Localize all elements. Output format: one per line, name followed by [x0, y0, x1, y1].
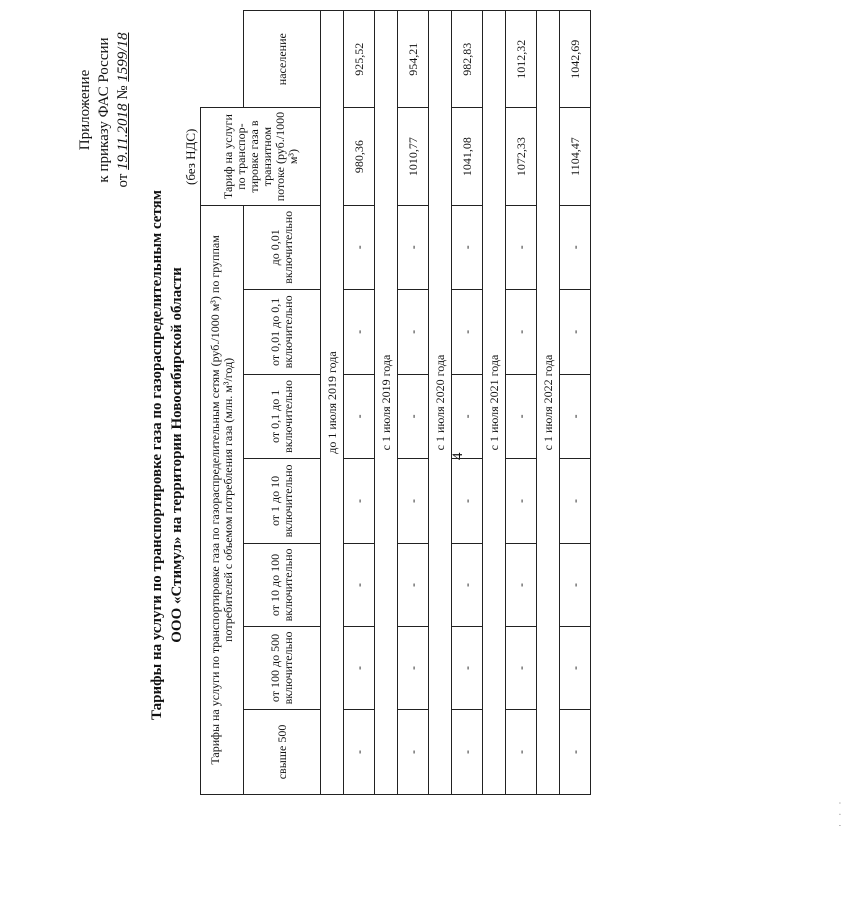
period-label: до 1 июля 2019 года	[321, 11, 344, 795]
table-cell: -	[506, 205, 537, 289]
annex-date: 19.11.2018	[115, 103, 131, 170]
period-label: с 1 июля 2019 года	[375, 11, 398, 795]
annex-line2: к приказу ФАС России	[96, 37, 112, 183]
column-header: свыше 500	[244, 709, 321, 794]
table-cell: -	[452, 205, 483, 289]
table-row	[344, 11, 375, 795]
column-header: от 0,01 до 0,1 включительно	[244, 289, 321, 374]
transit-header: Тариф на услуги по транспор-тировке газа в транзитном потоке (руб./1000 м³)	[201, 108, 321, 205]
annex-line1: Приложение	[77, 69, 93, 151]
table-cell: -	[452, 374, 483, 458]
table-cell: -	[398, 289, 429, 374]
title-line2: ООО «Стимул» на территории Новосибирской области	[169, 267, 185, 643]
column-header: от 0,1 до 1 включительно	[244, 374, 321, 458]
column-header: от 1 до 10 включительно	[244, 458, 321, 543]
table-cell: -	[506, 289, 537, 374]
table-cell: -	[506, 709, 537, 794]
table-cell: -	[452, 289, 483, 374]
table-cell: 925,52	[344, 11, 375, 108]
table-cell: 1042,69	[560, 11, 591, 108]
period-row	[375, 11, 398, 795]
table-cell: -	[344, 709, 375, 794]
annex-date-prefix: от	[115, 173, 131, 188]
table-cell: -	[560, 374, 591, 458]
table-cell: -	[398, 626, 429, 709]
table-cell: -	[398, 374, 429, 458]
table-cell: 980,36	[344, 108, 375, 205]
annex-line3	[114, 15, 133, 205]
annex-number-prefix: №	[115, 85, 131, 100]
scan-marks: · · ·	[835, 798, 845, 827]
table-cell: -	[398, 205, 429, 289]
table-cell: 1012,32	[506, 11, 537, 108]
column-header: население	[244, 11, 321, 108]
table-cell: -	[344, 543, 375, 626]
table-cell: 1072,33	[506, 108, 537, 205]
table-cell: -	[398, 458, 429, 543]
table-cell: -	[560, 458, 591, 543]
document-title	[147, 105, 187, 805]
table-cell: -	[452, 458, 483, 543]
table-row	[398, 11, 429, 795]
table-cell: -	[398, 709, 429, 794]
table-cell: -	[506, 374, 537, 458]
table-cell: -	[452, 709, 483, 794]
annex-number: 1599/18	[115, 32, 131, 82]
table-cell: -	[560, 709, 591, 794]
column-header: от 100 до 500 включительно	[244, 626, 321, 709]
period-row	[537, 11, 560, 795]
table-row	[506, 11, 537, 795]
group-header: Тарифы на услуги по транспортировке газа по газораспределительным сетям (руб./1000 м³) по группам потребителей с объемом потребления газа (млн. м³/год)	[201, 205, 244, 794]
column-header: от 10 до 100 включительно	[244, 543, 321, 626]
table-cell: -	[506, 543, 537, 626]
period-row	[483, 11, 506, 795]
column-header: до 0,01 включительно	[244, 205, 321, 289]
table-cell: -	[344, 205, 375, 289]
table-cell: 954,21	[398, 11, 429, 108]
table-cell: -	[560, 205, 591, 289]
table-cell: -	[344, 458, 375, 543]
table-row	[452, 11, 483, 795]
table-cell: -	[344, 374, 375, 458]
table-cell: -	[344, 289, 375, 374]
tariff-table	[200, 10, 591, 795]
table-cell: 982,83	[452, 11, 483, 108]
table-cell: 1010,77	[398, 108, 429, 205]
period-row	[429, 11, 452, 795]
period-label: с 1 июля 2022 года	[537, 11, 560, 795]
table-cell: -	[506, 458, 537, 543]
title-line1: Тарифы на услуги по транспортировке газа по газораспределительным сетям	[149, 190, 165, 720]
table-cell: -	[560, 626, 591, 709]
table-cell: -	[560, 543, 591, 626]
table-cell: 1104,47	[560, 108, 591, 205]
table-row	[560, 11, 591, 795]
page-number: 4	[450, 452, 466, 460]
annex-block	[76, 15, 133, 205]
table-cell: -	[398, 543, 429, 626]
period-row	[321, 11, 344, 795]
table-cell: -	[506, 626, 537, 709]
period-label: с 1 июля 2020 года	[429, 11, 452, 795]
table-cell: -	[452, 543, 483, 626]
table-body	[321, 11, 591, 795]
vat-note: (без НДС)	[183, 128, 198, 185]
period-label: с 1 июля 2021 года	[483, 11, 506, 795]
table-cell: -	[344, 626, 375, 709]
table-cell: -	[452, 626, 483, 709]
table-cell: 1041,08	[452, 108, 483, 205]
table-cell: -	[560, 289, 591, 374]
